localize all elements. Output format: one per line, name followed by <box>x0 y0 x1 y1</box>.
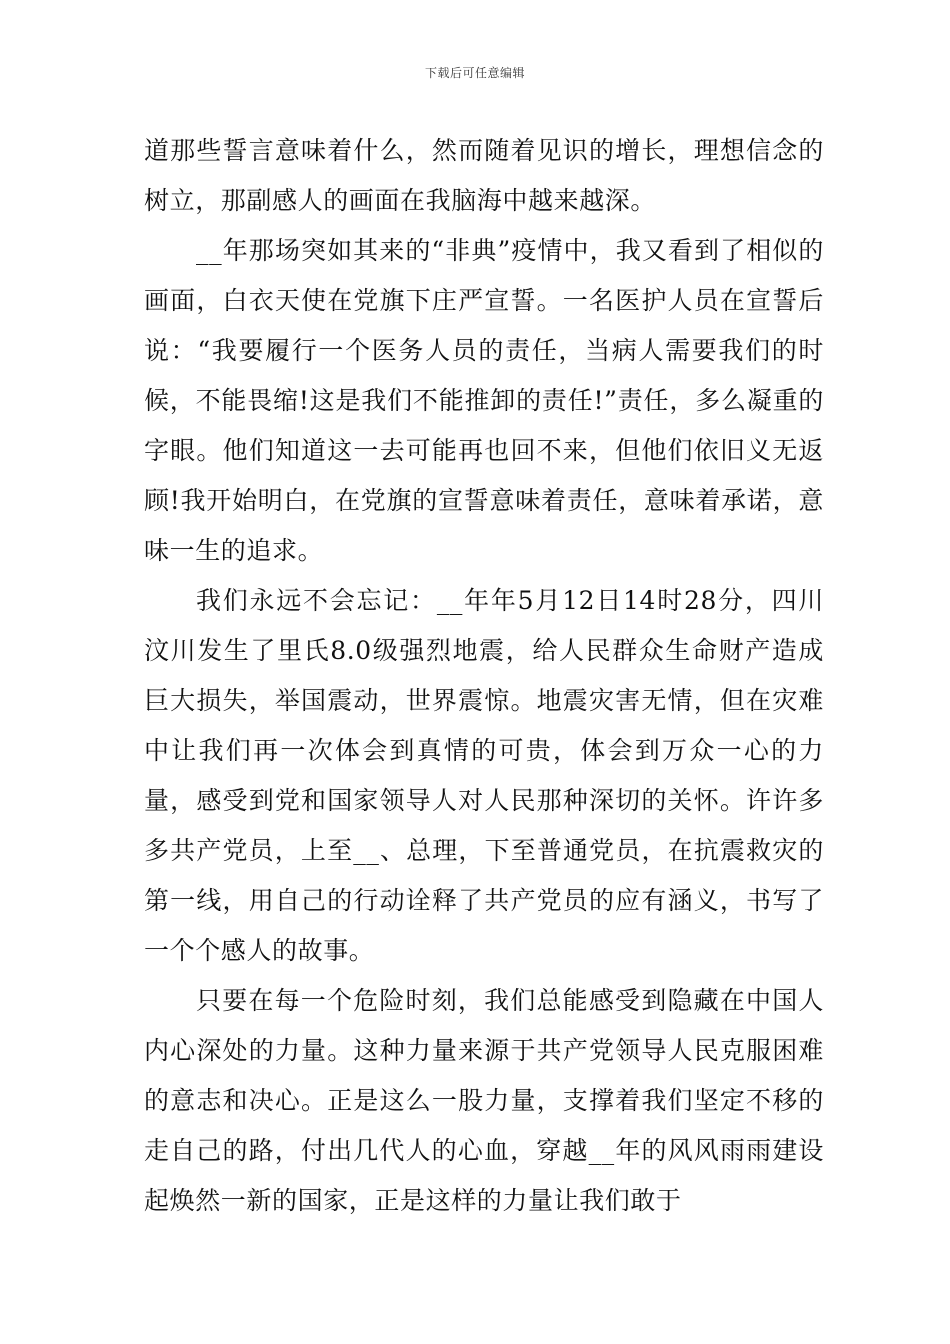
page-header: 下载后可任意编辑 <box>424 66 525 80</box>
paragraph-1: 道那些誓言意味着什么，然而随着见识的增长，理想信念的树立，那副感人的画面在我脑海中越来越深。 <box>144 136 824 215</box>
paragraph-3: 我们永远不会忘记：__年年5月12日14时28分，四川汶川发生了里氏8.0级强烈地震，给人民群众生命财产造成巨大损失，举国震动，世界震惊。地震灾害无情，但在灾难中让我们再一次体会到真情的可贵，体会到万众一心的力量，感受到党和国家领导人对人民那种深切的关怀。许许多多共产党员，上至__、总理，下至普通党员，在抗震救灾的第一线，用自己的行动诠释了共产党员的应有涵义，书写了一个个感人的故事。 <box>144 586 824 965</box>
paragraph-2: __年那场突如其来的“非典”疫情中，我又看到了相似的画面，白衣天使在党旗下庄严宣誓。一名医护人员在宣誓后说：“我要履行一个医务人员的责任，当病人需要我们的时候，不能畏缩!这是我们不能推卸的责任!”责任，多么凝重的字眼。他们知道这一去可能再也回不来，但他们依旧义无返顾!我开始明白，在党旗的宣誓意味着责任，意味着承诺，意味一生的追求。 <box>144 236 824 565</box>
paragraph-4: 只要在每一个危险时刻，我们总能感受到隐藏在中国人内心深处的力量。这种力量来源于共产党领导人民克服困难的意志和决心。正是这么一股力量，支撑着我们坚定不移的走自己的路，付出几代人的心血，穿越__年的风风雨雨建设起焕然一新的国家，正是这样的力量让我们敢于 <box>144 986 824 1215</box>
document-body <box>144 126 824 1226</box>
